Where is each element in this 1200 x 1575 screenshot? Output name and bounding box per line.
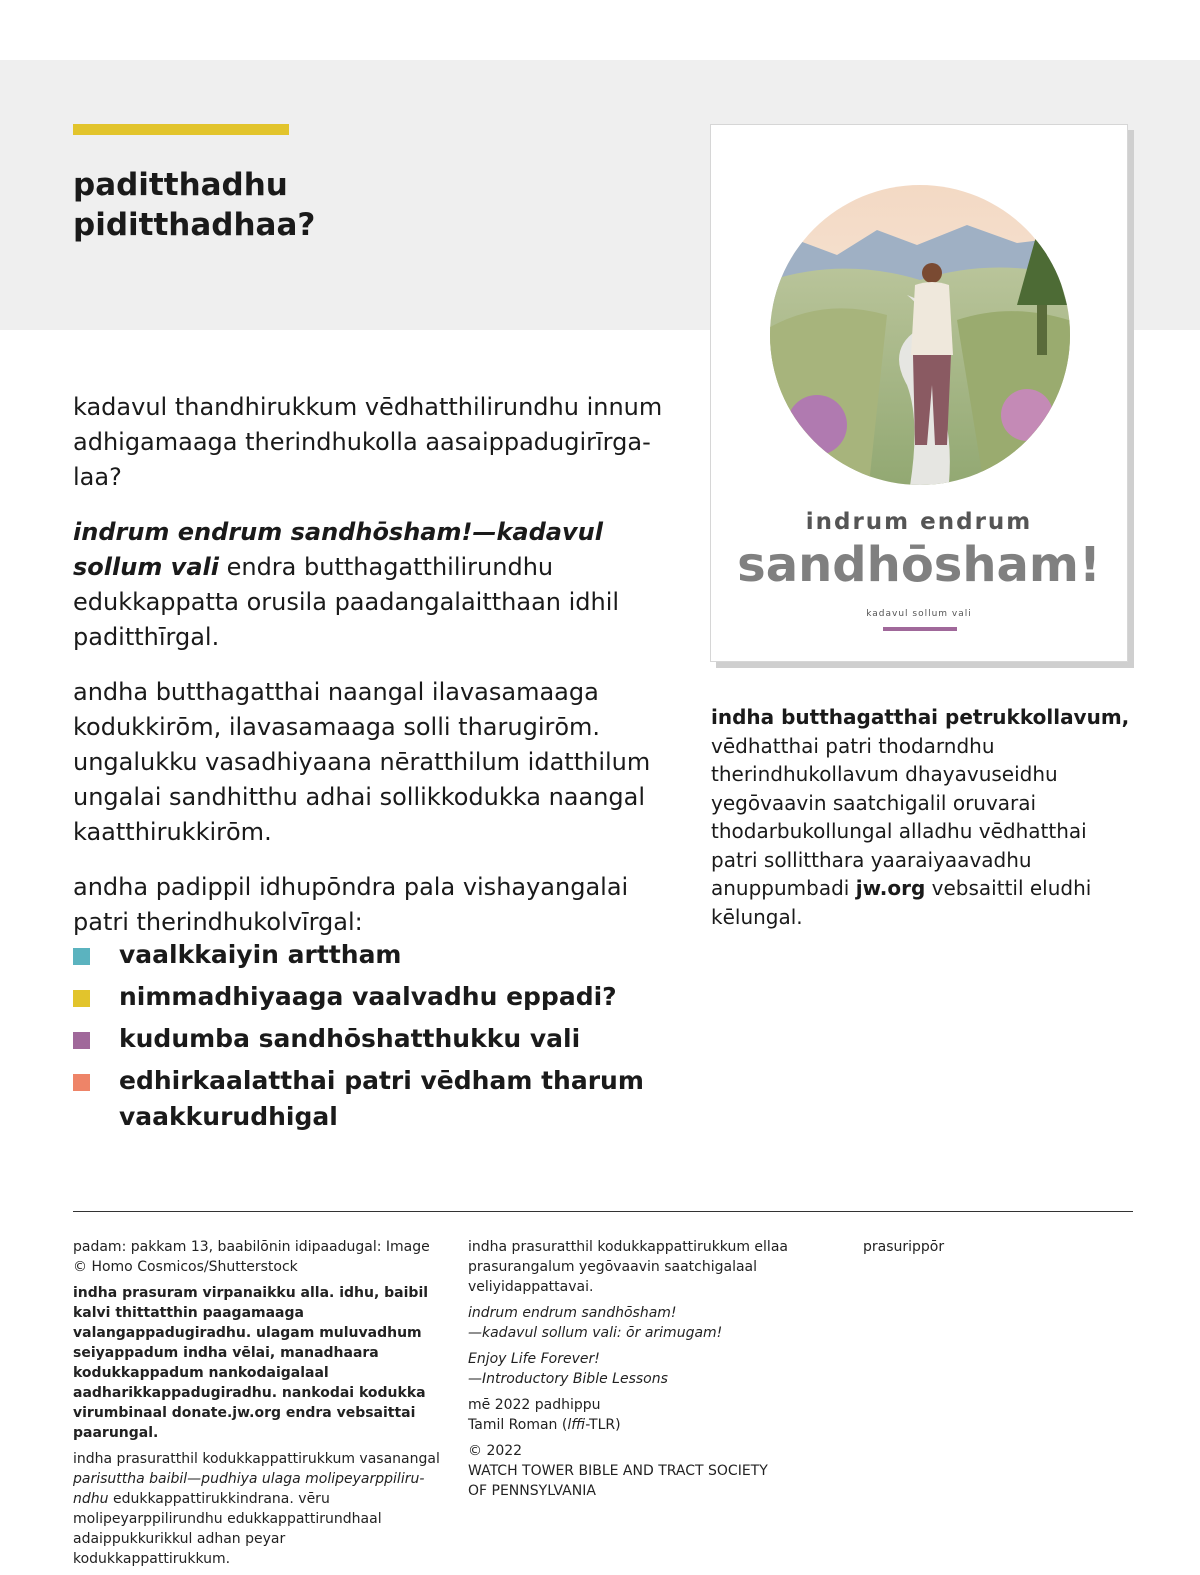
accent-bar <box>73 124 289 135</box>
bullet-square-icon <box>73 948 90 965</box>
book-title-inline: indrum endrum sandhōsham!—kadavul sollum vali <box>73 518 603 581</box>
bullet-square-icon <box>73 1074 90 1091</box>
language-code: lffi <box>567 1417 586 1433</box>
cover-subtitle: indrum endrum <box>805 509 1033 535</box>
bible-note-title: parisuttha baibil—pudhiya ulaga molipeyarppilirundhu <box>73 1471 425 1507</box>
image-credit: padam: pakkam 13, baabilōnin idipaadugal: Image © Homo Cosmicos/Shutterstock <box>73 1239 430 1275</box>
intro-text <box>73 390 673 960</box>
footer-col-1 <box>73 1237 443 1575</box>
donation-notice: indha prasuram virpanaikku alla. idhu, baibil kalvi thittatthin paagamaaga valangappadugiradhu. ulagam muluvadhum seiyappadum indha vēlai, manadhaara kodukkappadum nankodaigalaal aadharikkappadugiradhu. nankodai kodukka virumbinaal donate.jw.org endra vebsaittai paarungal. <box>73 1285 429 1441</box>
cover-caption-bold: indha butthagatthai petrukkollavum, <box>711 705 1130 729</box>
language-end: -TLR) <box>585 1417 621 1433</box>
list-item <box>73 1021 673 1057</box>
topic-label: edhirkaalatthai patri vēdham tharum vaakkurudhigal <box>119 1066 644 1131</box>
topic-list <box>73 937 673 1141</box>
bible-note-end: edukkappattirukkindrana. vēru molipeyarppilirundhu edukkappattirundhaal adaippukkurikkul adhan peyar kodukkappattirukkum. <box>73 1491 382 1567</box>
language-start: Tamil Roman ( <box>468 1417 568 1433</box>
topic-label: kudumba sandhōshatthukku vali <box>119 1024 581 1053</box>
cover-caption <box>711 703 1131 931</box>
book-cover <box>710 124 1128 662</box>
society-line1: WATCH TOWER BIBLE AND TRACT SOCIETY <box>468 1463 768 1479</box>
bullet-square-icon <box>73 990 90 1007</box>
publisher-label: prasurippōr <box>863 1239 945 1255</box>
intro-paragraph-3: andha butthagatthai naangal ilavasamaaga kodukkirōm, ilavasamaaga solli tharugirōm. ungalukku vasadhiyaana nēratthilum idatthilum ungalai sandhitthu adhai sollikkodukka naangal kaatthirukkirōm. <box>73 678 651 846</box>
publication-note: indha prasuratthil kodukkappattirukkum ellaa prasurangalum yegōvaavin saatchigalaal veliyidappattavai. <box>468 1239 788 1295</box>
bible-translation-note <box>73 1449 443 1569</box>
footer-col-2 <box>468 1237 788 1507</box>
footer-divider <box>73 1211 1133 1212</box>
footer-col-3 <box>863 1237 1113 1263</box>
list-item <box>73 979 673 1015</box>
edition: mē 2022 padhippu <box>468 1397 601 1413</box>
intro-paragraph-1: kadavul thandhirukkum vēdhatthilirundhu innum adhigamaaga therindhukolla aasaippadugirīrgalaa? <box>73 393 663 491</box>
english-title-line1: Enjoy Life Forever! <box>468 1351 600 1367</box>
cover-main-title: sandhōsham! <box>737 537 1101 593</box>
copyright: © 2022 <box>468 1443 523 1459</box>
page-title <box>73 165 593 245</box>
page-title-line1: paditthadhu <box>73 167 288 203</box>
tamil-book-title <box>468 1303 788 1343</box>
bible-note-start: indha prasuratthil kodukkappattirukkum vasanangal <box>73 1451 440 1467</box>
cover-illustration <box>757 185 1083 503</box>
topic-label: vaalkkaiyin arttham <box>119 940 402 969</box>
intro-paragraph-2-rest: endra butthagatthilirundhu edukkappatta orusila paadangalaitthaan idhil paditthīrgal. <box>73 553 620 651</box>
cover-caption-text: vēdhatthai patri thodarndhu therindhukollavum dhayavuseidhu yegōvaavin saatchigalil oruvarai thodarbukollungal alladhu vēdhatthai patri sollitthara yaaraiyaavadhu anuppumbadi <box>711 733 1087 900</box>
cover-accent-line <box>883 627 957 631</box>
intro-paragraph-4: andha padippil idhupōndra pala vishayangalai patri therindhukolvīrgal: <box>73 873 629 936</box>
topic-label: nimmadhiyaaga vaalvadhu eppadi? <box>119 982 617 1011</box>
bullet-square-icon <box>73 1032 90 1049</box>
tamil-title-line1: indrum endrum sandhōsham! <box>468 1305 677 1321</box>
intro-paragraph-2 <box>73 515 673 655</box>
society-line2: OF PENNSYLVANIA <box>468 1483 596 1499</box>
list-item <box>73 1063 673 1135</box>
edition-info <box>468 1395 788 1435</box>
page-title-line2: piditthadhaa? <box>73 207 316 243</box>
jw-org-link[interactable]: jw.org <box>855 876 926 900</box>
english-book-title <box>468 1349 788 1389</box>
cover-caption-text-end: vebsaittil eludhi kēlungal. <box>711 876 1092 929</box>
cover-small-text: kadavul sollum vali <box>866 609 972 619</box>
copyright-info <box>468 1441 788 1501</box>
tamil-title-line2: —kadavul sollum vali: ōr arimugam! <box>468 1325 723 1341</box>
list-item <box>73 937 673 973</box>
english-title-line2: —Introductory Bible Lessons <box>468 1371 668 1387</box>
